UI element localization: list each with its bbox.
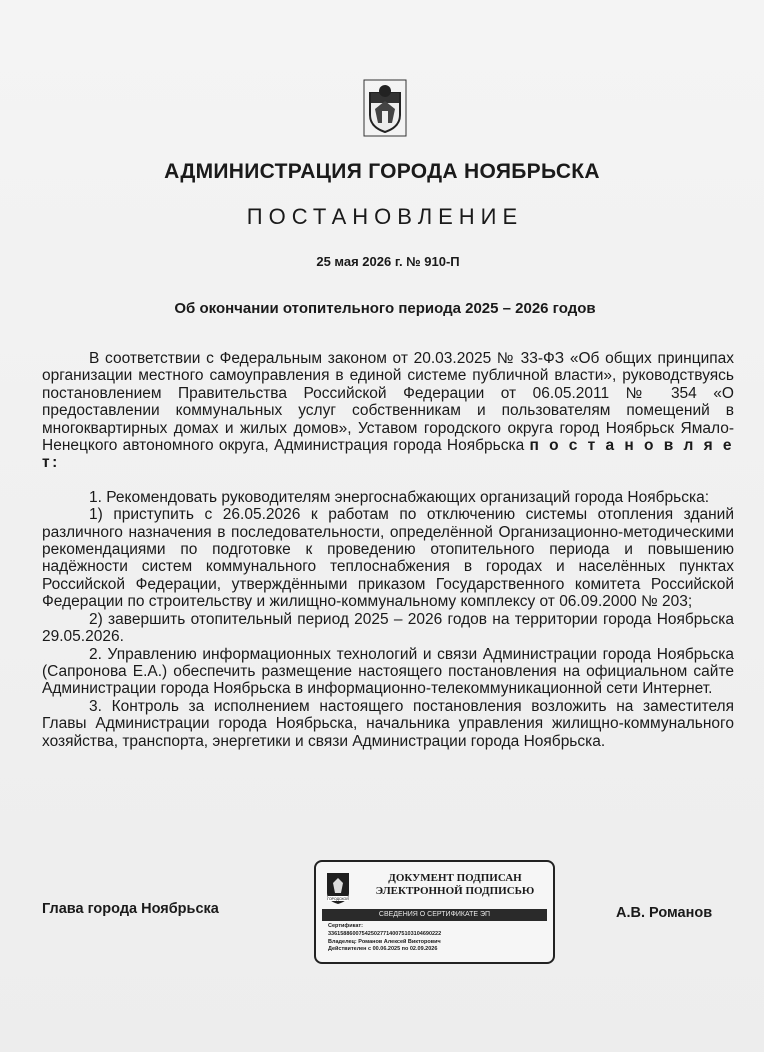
stamp-certificate-bar: СВЕДЕНИЯ О СЕРТИФИКАТЕ ЭП [322, 909, 547, 921]
cert-owner: Владелец: Романов Алексей Викторович [328, 938, 441, 945]
intro-paragraph [42, 350, 734, 472]
region-coat-of-arms-icon [324, 871, 352, 905]
item-2: 2. Управлению информационных технологий и связи Администрации города Ноябрьска (Сапронова Е.А.) обеспечить размещение настоящего постановления на официальном сайте Администрации города Ноябрьска в информационно-телекоммуникационной сети Интернет. [42, 645, 734, 698]
city-coat-of-arms-icon [360, 78, 410, 138]
decree-word: п о с т а н о в л я е т: [42, 437, 734, 472]
item-1-2: 2) завершить отопительный период 2025 – 2026 годов на территории города Ноябрьска 29.05.2026. [42, 610, 734, 646]
stamp-details [328, 923, 550, 954]
intro-text: В соответствии с Федеральным законом от 20.03.2025 № 33-ФЗ «Об общих принципах организации местного самоуправления в единой системе публичной власти», руководствуясь постановлением Правительства Российской Федерации от 06.05.2011 № 354 «О предоставлении коммунальных услуг собственникам и пользователям помещений в многоквартирных домах и жилых домов», Уставом городского округа город Ноябрьск Ямало-Ненецкого автономного округа, Администрация города Ноябрьска [42, 350, 734, 455]
electronic-signature-stamp [314, 860, 555, 964]
signer-position: Глава города Ноябрьска [42, 901, 219, 917]
stamp-heading [360, 872, 550, 898]
cert-label: Сертификат: [328, 923, 363, 929]
item-1-1: 1) приступить с 26.05.2026 к работам по отключению системы отопления зданий различного назначения в последовательности, определённой Организационно-методическими рекомендациями по подготовке к проведению отопительного периода и повышению надёжности систем коммунального теплоснабжения в городах и населённых пунктах Российской Федерации, утверждёнными приказом Государственного комитета Российской Федерации по строительству и жилищно-коммунальному комплексу от 06.09.2000 № 203; [42, 506, 734, 611]
item-3: 3. Контроль за исполнением настоящего постановления возложить на заместителя Главы Администрации города Ноябрьска, начальника управления жилищно-коммунального хозяйства, транспорта, энергетики и связи Администрации города Ноябрьска. [42, 697, 734, 750]
organization-name: АДМИНИСТРАЦИЯ ГОРОДА НОЯБРЬСКА [164, 160, 600, 183]
stamp-line-1: ДОКУМЕНТ ПОДПИСАН [388, 872, 522, 884]
document-type: ПОСТАНОВЛЕНИЕ [246, 204, 524, 229]
emblem-caption: ГОРОДСКОЙ [327, 897, 349, 901]
document-subject: Об окончании отопительного периода 2025 – 2026 годов [174, 300, 596, 317]
stamp-line-2: ЭЛЕКТРОННОЙ ПОДПИСЬЮ [375, 885, 535, 897]
signer-name: А.В. Романов [616, 905, 713, 921]
cert-valid: Действителен с 00.06.2025 по 02.09.2026 [328, 946, 438, 953]
document-date-number: 25 мая 2026 г. № 910-П [316, 254, 460, 269]
item-1: 1. Рекомендовать руководителям энергоснабжающих организаций города Ноябрьска: [89, 488, 710, 506]
cert-value: 3361588600754250277140075103104690222 [328, 930, 442, 937]
document-body [42, 350, 734, 750]
